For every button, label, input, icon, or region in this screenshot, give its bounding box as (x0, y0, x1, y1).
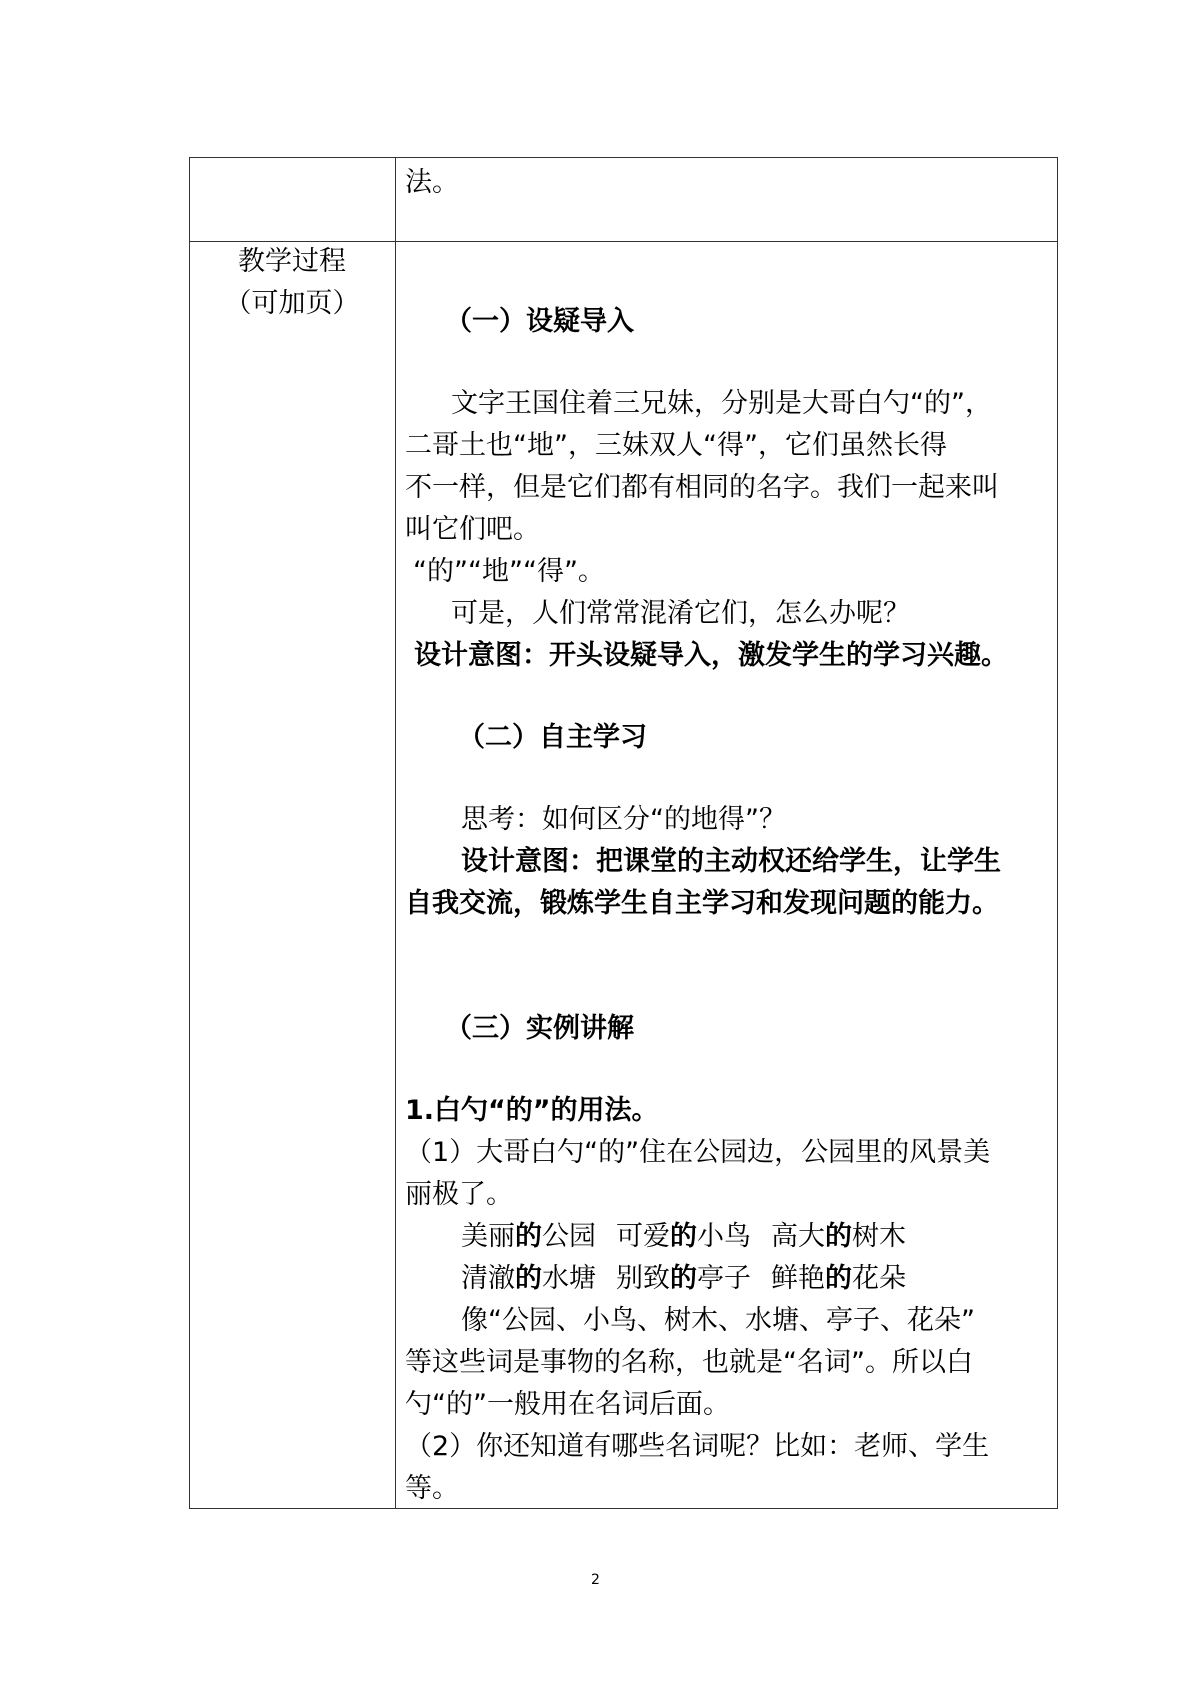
de-particle: 的 (670, 1221, 697, 1252)
example-word: 清澈 (461, 1263, 515, 1294)
example-word: 鲜艳 (771, 1263, 825, 1294)
column-divider (395, 157, 396, 1509)
section1-question: 可是，人们常常混淆它们，怎么办呢？ (451, 598, 910, 629)
section1-para-line3: 不一样，但是它们都有相同的名字。我们一起来叫 (405, 472, 999, 503)
row1-content: 法。 (405, 167, 459, 198)
item2-line2: 等。 (405, 1473, 459, 1504)
page-number: 2 (591, 1572, 600, 1588)
label-subtitle: （可加页） (224, 288, 360, 319)
de-particle: 的 (825, 1221, 852, 1252)
example-line2 (461, 1258, 906, 1300)
de-particle: 的 (670, 1263, 697, 1294)
section1-heading: （一）设疑导入 (445, 306, 634, 337)
section1-para-line2: 二哥土也“地”，三妹双人“得”，它们虽然长得 (405, 430, 947, 461)
example-word: 美丽 (461, 1221, 515, 1252)
example-word: 可爱 (616, 1221, 670, 1252)
example-word: 树木 (852, 1221, 906, 1252)
example-word: 亭子 (697, 1263, 751, 1294)
section1-para-line1: 文字王国住着三兄妹，分别是大哥白勺“的”， (451, 388, 992, 419)
section2-heading: （二）自主学习 (458, 722, 647, 753)
label-title: 教学过程 (238, 246, 346, 277)
section3-subheading: 1.白勺“的”的用法。 (405, 1095, 659, 1126)
example-word: 花朵 (852, 1263, 906, 1294)
example-word: 公园 (542, 1221, 596, 1252)
section1-words: “的”“地”“得”。 (413, 556, 605, 587)
explain-line2: 等这些词是事物的名称，也就是“名词”。所以白 (405, 1347, 973, 1378)
example-word: 水塘 (542, 1263, 596, 1294)
example-word: 别致 (616, 1263, 670, 1294)
section3-heading: （三）实例讲解 (445, 1013, 634, 1044)
section2-intent-line1: 设计意图：把课堂的主动权还给学生，让学生 (461, 846, 1001, 877)
example-word: 小鸟 (697, 1221, 751, 1252)
de-particle: 的 (515, 1221, 542, 1252)
item2-line1: （2）你还知道有哪些名词呢？比如：老师、学生 (405, 1431, 990, 1462)
section2-think: 思考：如何区分“的地得”？ (461, 804, 786, 835)
explain-line1: 像“公园、小鸟、树木、水塘、亭子、花朵” (461, 1305, 975, 1336)
example-word: 高大 (771, 1221, 825, 1252)
de-particle: 的 (825, 1263, 852, 1294)
section2-intent-line2: 自我交流，锻炼学生自主学习和发现问题的能力。 (405, 888, 999, 919)
section1-para-line4: 叫它们吧。 (405, 514, 540, 545)
explain-line3: 勺“的”一般用在名词后面。 (405, 1389, 730, 1420)
example-line1 (461, 1216, 906, 1258)
item1-line2: 丽极了。 (405, 1179, 513, 1210)
section1-design-intent: 设计意图：开头设疑导入，激发学生的学习兴趣。 (414, 640, 1008, 671)
item1-line1: （1）大哥白勺“的”住在公园边，公园里的风景美 (405, 1137, 991, 1168)
de-particle: 的 (515, 1263, 542, 1294)
